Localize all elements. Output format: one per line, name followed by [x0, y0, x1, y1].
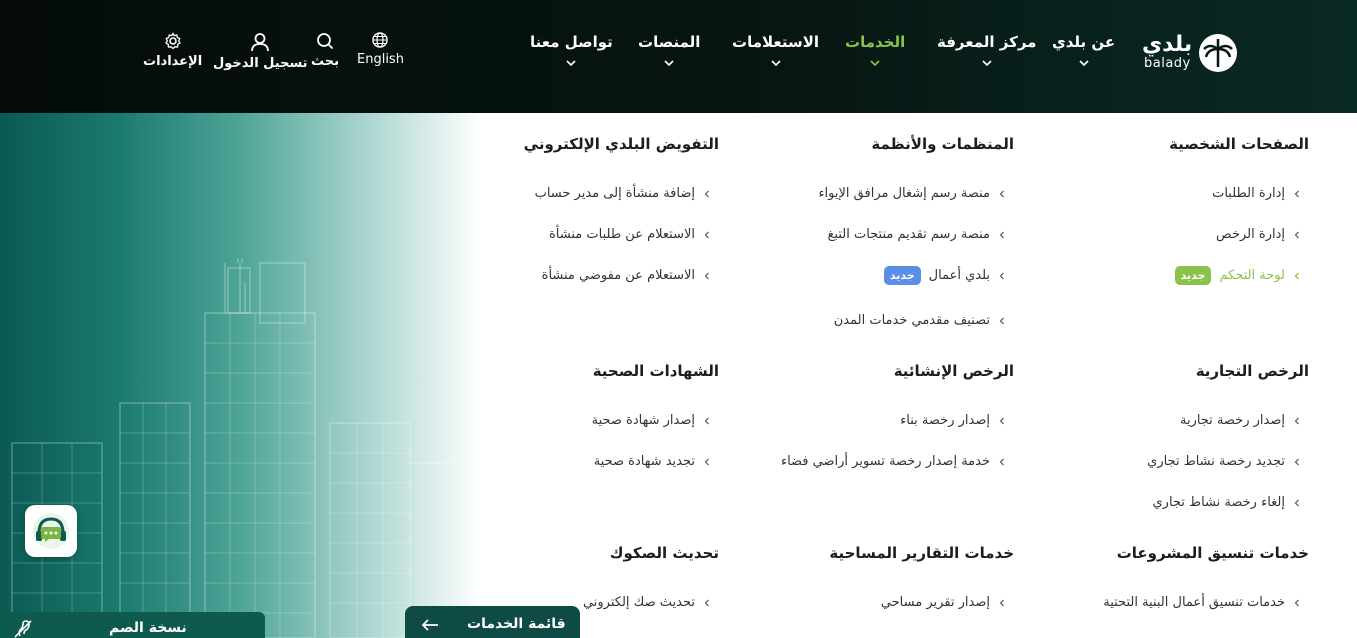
- chevron-left-icon: [998, 458, 1006, 466]
- chevron-left-icon: [998, 417, 1006, 425]
- menu-link-fencing-permit-label: خدمة إصدار رخصة تسوير أراضي فضاء: [780, 454, 990, 469]
- menu-link-accommodation-label: منصة رسم إشغال مرافق الإيواء: [818, 186, 990, 201]
- buildings-outline-icon: [0, 113, 480, 638]
- chevron-left-icon: [703, 190, 711, 198]
- globe-icon: [372, 32, 388, 48]
- chevron-left-icon: [998, 231, 1006, 239]
- chevron-left-icon: [998, 317, 1006, 325]
- menu-link-building-permit[interactable]: [900, 413, 1006, 428]
- menu-title-coordination: خدمات تنسيق المشروعات: [1116, 544, 1309, 562]
- new-badge: جديد: [884, 266, 921, 285]
- support-headset-icon: [31, 511, 71, 551]
- login-label: تسجيل الدخول: [213, 56, 308, 71]
- nav-about-label: عن بلدي: [1052, 33, 1116, 51]
- menu-title-survey: خدمات التقارير المساحية: [829, 544, 1014, 562]
- city-illustration: [0, 113, 480, 638]
- menu-link-electronic-deed-label: تحديث صك إلكتروني: [582, 595, 695, 610]
- menu-link-issue-commercial-label: إصدار رخصة تجارية: [1179, 413, 1285, 428]
- menu-link-issue-health-label: إصدار شهادة صحية: [591, 413, 695, 428]
- deaf-ear-icon: [12, 618, 34, 638]
- nav-inquiries[interactable]: [732, 33, 819, 69]
- settings-button[interactable]: [143, 32, 202, 69]
- logo-arabic-text: بلدي: [1142, 32, 1193, 57]
- nav-services-label: الخدمات: [845, 33, 906, 51]
- nav-knowledge-center[interactable]: [937, 33, 1036, 69]
- menu-link-renew-commercial[interactable]: [1147, 454, 1301, 469]
- menu-link-cancel-commercial-label: إلغاء رخصة نشاط تجاري: [1152, 495, 1285, 510]
- menu-link-survey-report[interactable]: [881, 595, 1006, 610]
- menu-link-balady-business[interactable]: [884, 266, 1006, 285]
- chevron-down-icon: [981, 57, 993, 69]
- nav-contact[interactable]: [530, 33, 613, 69]
- menu-link-balady-business-label: بلدي أعمال: [928, 268, 990, 283]
- chevron-left-icon: [703, 272, 711, 280]
- menu-title-health: الشهادات الصحية: [592, 362, 719, 380]
- nav-contact-label: تواصل معنا: [530, 33, 613, 51]
- palm-emblem-icon: [1198, 33, 1238, 73]
- menu-link-dashboard-label: لوحة التحكم: [1219, 268, 1285, 283]
- chevron-down-icon: [869, 57, 881, 69]
- gear-icon: [164, 32, 182, 50]
- services-list-label: قائمة الخدمات: [467, 616, 566, 632]
- menu-link-facility-requests-label: الاستعلام عن طلبات منشأة: [549, 227, 695, 242]
- chevron-left-icon: [998, 599, 1006, 607]
- chevron-left-icon: [1293, 272, 1301, 280]
- chevron-down-icon: [1078, 57, 1090, 69]
- settings-label: الإعدادات: [143, 54, 203, 69]
- chevron-left-icon: [703, 599, 711, 607]
- menu-link-renew-health-label: تجديد شهادة صحية: [593, 454, 695, 469]
- chevron-left-icon: [1293, 458, 1301, 466]
- menu-link-infrastructure[interactable]: [1103, 595, 1301, 610]
- menu-link-licenses[interactable]: [1216, 227, 1301, 242]
- menu-title-personal: الصفحات الشخصية: [1169, 135, 1309, 153]
- chevron-left-icon: [703, 458, 711, 466]
- menu-link-issue-commercial[interactable]: [1180, 413, 1301, 428]
- chevron-left-icon: [703, 417, 711, 425]
- nav-knowledge-center-label: مركز المعرفة: [937, 33, 1037, 51]
- menu-title-delegation: التفويض البلدي الإلكتروني: [523, 135, 719, 153]
- menu-link-city-services-label: تصنيف مقدمي خدمات المدن: [833, 313, 990, 328]
- arrow-left-icon: [421, 618, 439, 632]
- nav-services[interactable]: [845, 33, 905, 69]
- support-chat-button[interactable]: [25, 505, 77, 557]
- menu-link-facility-requests[interactable]: [549, 227, 711, 242]
- menu-title-organizations: المنظمات والأنظمة: [871, 135, 1014, 153]
- deaf-version-label: نسخة الصم: [109, 620, 187, 636]
- language-label: English: [357, 52, 404, 67]
- menu-link-facility-delegates-label: الاستعلام عن مفوضي منشأة: [541, 268, 695, 283]
- chevron-left-icon: [1293, 599, 1301, 607]
- chevron-left-icon: [1293, 417, 1301, 425]
- deaf-version-button[interactable]: [4, 612, 265, 638]
- services-list-button[interactable]: [405, 606, 580, 638]
- menu-link-cancel-commercial[interactable]: [1153, 495, 1302, 510]
- balady-logo[interactable]: [1140, 32, 1240, 76]
- nav-platforms-label: المنصات: [638, 33, 701, 51]
- menu-link-renew-health[interactable]: [594, 454, 711, 469]
- menu-link-licenses-label: إدارة الرخص: [1216, 227, 1285, 242]
- chevron-left-icon: [1293, 231, 1301, 239]
- top-header: [0, 0, 1357, 113]
- menu-link-tobacco[interactable]: [827, 227, 1006, 242]
- menu-link-issue-health[interactable]: [592, 413, 711, 428]
- menu-link-fencing-permit[interactable]: [781, 454, 1006, 469]
- chevron-left-icon: [1293, 190, 1301, 198]
- menu-link-add-facility-label: إضافة منشأة إلى مدير حساب: [534, 186, 695, 201]
- search-icon: [316, 32, 334, 50]
- menu-link-tobacco-label: منصة رسم تقديم منتجات التبغ: [827, 227, 990, 242]
- menu-link-accommodation[interactable]: [818, 186, 1006, 201]
- nav-about[interactable]: [1052, 33, 1115, 69]
- nav-platforms[interactable]: [638, 33, 700, 69]
- logo-english-text: balady: [1144, 56, 1191, 71]
- user-icon: [250, 32, 270, 52]
- login-button[interactable]: [213, 32, 308, 71]
- menu-link-requests-label: إدارة الطلبات: [1212, 186, 1285, 201]
- nav-inquiries-label: الاستعلامات: [732, 33, 820, 51]
- new-badge: جديد: [1175, 266, 1212, 285]
- menu-link-renew-commercial-label: تجديد رخصة نشاط تجاري: [1147, 454, 1285, 469]
- chevron-left-icon: [703, 231, 711, 239]
- menu-link-facility-delegates[interactable]: [542, 268, 711, 283]
- menu-link-add-facility[interactable]: [535, 186, 711, 201]
- menu-link-city-services[interactable]: [834, 313, 1006, 328]
- chevron-left-icon: [1293, 499, 1301, 507]
- chevron-down-icon: [565, 57, 577, 69]
- menu-title-construction: الرخص الإنشائية: [893, 362, 1014, 380]
- chevron-down-icon: [770, 57, 782, 69]
- menu-link-dashboard[interactable]: [1175, 266, 1301, 285]
- chevron-down-icon: [663, 57, 675, 69]
- chevron-left-icon: [998, 272, 1006, 280]
- search-label: بحث: [311, 54, 340, 69]
- menu-link-infrastructure-label: خدمات تنسيق أعمال البنية التحتية: [1103, 595, 1285, 610]
- menu-title-deeds: تحديث الصكوك: [609, 544, 719, 562]
- search-button[interactable]: [311, 32, 339, 69]
- menu-link-building-permit-label: إصدار رخصة بناء: [900, 413, 990, 428]
- menu-link-electronic-deed[interactable]: [583, 595, 711, 610]
- menu-link-survey-report-label: إصدار تقرير مساحي: [880, 595, 990, 610]
- chevron-left-icon: [998, 190, 1006, 198]
- language-toggle[interactable]: [357, 32, 404, 67]
- menu-link-requests[interactable]: [1212, 186, 1301, 201]
- menu-title-commercial: الرخص التجارية: [1195, 362, 1309, 380]
